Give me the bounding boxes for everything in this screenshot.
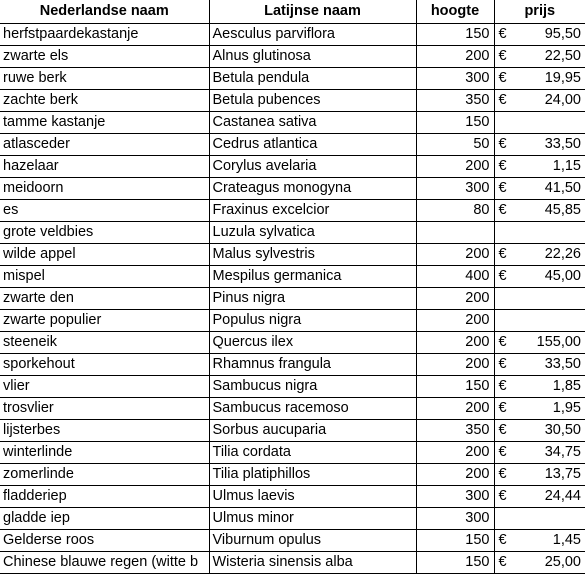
cell-currency[interactable]: € <box>494 177 516 199</box>
cell-dutch-name[interactable]: zomerlinde <box>0 463 209 485</box>
cell-price[interactable]: 33,50 <box>516 353 585 375</box>
cell-dutch-name[interactable]: Chinese blauwe regen (witte b <box>0 551 209 573</box>
cell-height[interactable]: 300 <box>416 67 494 89</box>
table-row <box>0 529 585 551</box>
cell-latin-name[interactable]: Betula pendula <box>209 67 416 89</box>
cell-latin-name[interactable]: Tilia platiphillos <box>209 463 416 485</box>
cell-currency[interactable]: € <box>494 23 516 45</box>
cell-latin-name[interactable]: Fraxinus excelcior <box>209 199 416 221</box>
cell-height[interactable]: 200 <box>416 331 494 353</box>
cell-price[interactable] <box>516 507 585 529</box>
cell-height[interactable]: 200 <box>416 155 494 177</box>
cell-currency[interactable]: € <box>494 397 516 419</box>
cell-dutch-name[interactable]: gladde iep <box>0 507 209 529</box>
cell-dutch-name[interactable]: zwarte els <box>0 45 209 67</box>
header-row <box>0 0 585 23</box>
cell-currency[interactable]: € <box>494 67 516 89</box>
header-height[interactable]: hoogte <box>416 0 494 23</box>
cell-price[interactable]: 22,50 <box>516 45 585 67</box>
header-dutch-name[interactable]: Nederlandse naam <box>0 0 209 23</box>
cell-latin-name[interactable]: Cedrus atlantica <box>209 133 416 155</box>
cell-dutch-name[interactable]: trosvlier <box>0 397 209 419</box>
cell-price[interactable] <box>516 111 585 133</box>
cell-currency[interactable] <box>494 507 516 529</box>
cell-dutch-name[interactable]: lijsterbes <box>0 419 209 441</box>
cell-price[interactable]: 30,50 <box>516 419 585 441</box>
cell-price[interactable]: 1,85 <box>516 375 585 397</box>
cell-height[interactable]: 150 <box>416 551 494 573</box>
cell-price[interactable]: 1,45 <box>516 529 585 551</box>
cell-currency[interactable]: € <box>494 265 516 287</box>
cell-height[interactable] <box>416 221 494 243</box>
cell-dutch-name[interactable]: meidoorn <box>0 177 209 199</box>
cell-currency[interactable]: € <box>494 155 516 177</box>
cell-latin-name[interactable]: Tilia cordata <box>209 441 416 463</box>
cell-currency[interactable]: € <box>494 199 516 221</box>
cell-price[interactable]: 155,00 <box>516 331 585 353</box>
cell-currency[interactable] <box>494 221 516 243</box>
cell-price[interactable]: 45,85 <box>516 199 585 221</box>
table-row <box>0 155 585 177</box>
cell-currency[interactable]: € <box>494 89 516 111</box>
cell-currency[interactable]: € <box>494 243 516 265</box>
cell-latin-name[interactable]: Ulmus minor <box>209 507 416 529</box>
cell-height[interactable]: 150 <box>416 23 494 45</box>
cell-dutch-name[interactable]: winterlinde <box>0 441 209 463</box>
cell-latin-name[interactable]: Pinus nigra <box>209 287 416 309</box>
cell-price[interactable] <box>516 309 585 331</box>
cell-dutch-name[interactable]: es <box>0 199 209 221</box>
table-row <box>0 375 585 397</box>
table-row <box>0 45 585 67</box>
cell-latin-name[interactable]: Luzula sylvatica <box>209 221 416 243</box>
table-row <box>0 441 585 463</box>
cell-dutch-name[interactable]: wilde appel <box>0 243 209 265</box>
cell-price[interactable]: 1,95 <box>516 397 585 419</box>
table-row <box>0 199 585 221</box>
cell-height[interactable]: 400 <box>416 265 494 287</box>
table-row <box>0 89 585 111</box>
cell-price[interactable]: 45,00 <box>516 265 585 287</box>
cell-height[interactable]: 200 <box>416 287 494 309</box>
cell-price[interactable]: 41,50 <box>516 177 585 199</box>
cell-currency[interactable]: € <box>494 375 516 397</box>
cell-currency[interactable]: € <box>494 463 516 485</box>
cell-latin-name[interactable]: Mespilus germanica <box>209 265 416 287</box>
table-row <box>0 551 585 573</box>
cell-price[interactable]: 34,75 <box>516 441 585 463</box>
cell-price[interactable]: 25,00 <box>516 551 585 573</box>
cell-price[interactable]: 19,95 <box>516 67 585 89</box>
header-price[interactable]: prijs <box>494 0 585 23</box>
cell-height[interactable]: 350 <box>416 89 494 111</box>
cell-dutch-name[interactable]: herfstpaardekastanje <box>0 23 209 45</box>
cell-height[interactable]: 300 <box>416 507 494 529</box>
cell-price[interactable]: 22,26 <box>516 243 585 265</box>
cell-price[interactable]: 13,75 <box>516 463 585 485</box>
cell-dutch-name[interactable]: hazelaar <box>0 155 209 177</box>
cell-dutch-name[interactable]: mispel <box>0 265 209 287</box>
cell-height[interactable]: 150 <box>416 529 494 551</box>
cell-price[interactable] <box>516 287 585 309</box>
cell-height[interactable]: 150 <box>416 375 494 397</box>
cell-height[interactable]: 200 <box>416 45 494 67</box>
cell-currency[interactable]: € <box>494 419 516 441</box>
cell-price[interactable]: 33,50 <box>516 133 585 155</box>
cell-currency[interactable] <box>494 309 516 331</box>
cell-latin-name[interactable]: Aesculus parviflora <box>209 23 416 45</box>
table-row <box>0 397 585 419</box>
cell-currency[interactable] <box>494 111 516 133</box>
table-row <box>0 309 585 331</box>
cell-dutch-name[interactable]: tamme kastanje <box>0 111 209 133</box>
cell-height[interactable]: 200 <box>416 309 494 331</box>
cell-currency[interactable]: € <box>494 133 516 155</box>
cell-currency[interactable]: € <box>494 353 516 375</box>
cell-dutch-name[interactable]: steeneik <box>0 331 209 353</box>
cell-latin-name[interactable]: Sorbus aucuparia <box>209 419 416 441</box>
table-row <box>0 353 585 375</box>
cell-height[interactable]: 80 <box>416 199 494 221</box>
cell-price[interactable] <box>516 221 585 243</box>
cell-latin-name[interactable]: Sambucus racemoso <box>209 397 416 419</box>
table-row <box>0 111 585 133</box>
cell-height[interactable]: 200 <box>416 353 494 375</box>
cell-height[interactable]: 300 <box>416 177 494 199</box>
cell-dutch-name[interactable]: zwarte den <box>0 287 209 309</box>
cell-currency[interactable]: € <box>494 331 516 353</box>
cell-latin-name[interactable]: Wisteria sinensis alba <box>209 551 416 573</box>
table-row <box>0 221 585 243</box>
table-row <box>0 485 585 507</box>
cell-price[interactable]: 24,44 <box>516 485 585 507</box>
cell-currency[interactable]: € <box>494 45 516 67</box>
cell-dutch-name[interactable]: fladderiep <box>0 485 209 507</box>
cell-currency[interactable]: € <box>494 551 516 573</box>
cell-price[interactable]: 1,15 <box>516 155 585 177</box>
cell-height[interactable]: 200 <box>416 243 494 265</box>
cell-dutch-name[interactable]: atlasceder <box>0 133 209 155</box>
cell-dutch-name[interactable]: Gelderse roos <box>0 529 209 551</box>
table-row <box>0 331 585 353</box>
cell-latin-name[interactable]: Betula pubences <box>209 89 416 111</box>
table-row <box>0 287 585 309</box>
cell-height[interactable]: 200 <box>416 397 494 419</box>
cell-dutch-name[interactable]: ruwe berk <box>0 67 209 89</box>
table-row <box>0 67 585 89</box>
cell-latin-name[interactable]: Rhamnus frangula <box>209 353 416 375</box>
cell-latin-name[interactable]: Alnus glutinosa <box>209 45 416 67</box>
cell-currency[interactable]: € <box>494 529 516 551</box>
table-row <box>0 177 585 199</box>
header-latin-name[interactable]: Latijnse naam <box>209 0 416 23</box>
cell-price[interactable]: 24,00 <box>516 89 585 111</box>
table-row <box>0 419 585 441</box>
table-row <box>0 243 585 265</box>
cell-latin-name[interactable]: Quercus ilex <box>209 331 416 353</box>
cell-latin-name[interactable]: Crateagus monogyna <box>209 177 416 199</box>
cell-price[interactable]: 95,50 <box>516 23 585 45</box>
table-row <box>0 23 585 45</box>
cell-latin-name[interactable]: Castanea sativa <box>209 111 416 133</box>
cell-dutch-name[interactable]: zachte berk <box>0 89 209 111</box>
cell-latin-name[interactable]: Sambucus nigra <box>209 375 416 397</box>
cell-height[interactable]: 200 <box>416 463 494 485</box>
cell-latin-name[interactable]: Ulmus laevis <box>209 485 416 507</box>
table-row <box>0 265 585 287</box>
table-row <box>0 463 585 485</box>
table-row <box>0 507 585 529</box>
cell-dutch-name[interactable]: grote veldbies <box>0 221 209 243</box>
cell-height[interactable]: 50 <box>416 133 494 155</box>
cell-currency[interactable]: € <box>494 441 516 463</box>
cell-dutch-name[interactable]: zwarte populier <box>0 309 209 331</box>
cell-dutch-name[interactable]: vlier <box>0 375 209 397</box>
cell-height[interactable]: 300 <box>416 485 494 507</box>
cell-height[interactable]: 350 <box>416 419 494 441</box>
cell-latin-name[interactable]: Corylus avelaria <box>209 155 416 177</box>
cell-height[interactable]: 150 <box>416 111 494 133</box>
cell-height[interactable]: 200 <box>416 441 494 463</box>
cell-latin-name[interactable]: Malus sylvestris <box>209 243 416 265</box>
cell-currency[interactable] <box>494 287 516 309</box>
cell-latin-name[interactable]: Viburnum opulus <box>209 529 416 551</box>
cell-latin-name[interactable]: Populus nigra <box>209 309 416 331</box>
table-row <box>0 133 585 155</box>
cell-dutch-name[interactable]: sporkehout <box>0 353 209 375</box>
cell-currency[interactable]: € <box>494 485 516 507</box>
